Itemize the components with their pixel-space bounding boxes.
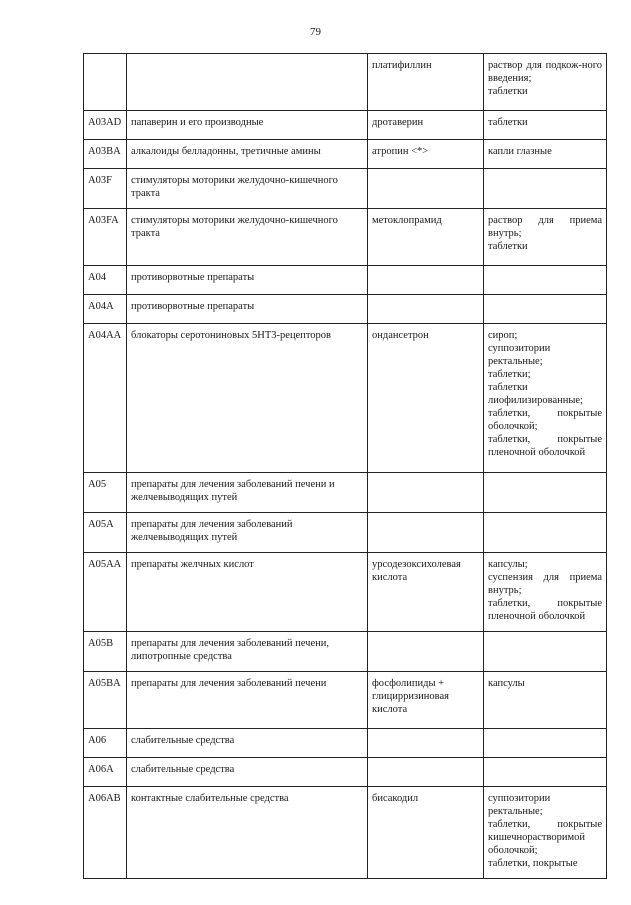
group-name-cell: препараты для лечения заболеваний печени и желчевыводящих путей (127, 473, 368, 513)
group-name-cell: препараты для лечения заболеваний печени, липотропные средства (127, 632, 368, 672)
dosage-form-cell (484, 209, 607, 266)
dosage-form-line: суппозитории ректальные; (488, 343, 551, 367)
dosage-form-cell (484, 672, 607, 729)
drug-table (83, 53, 607, 879)
atc-code-cell: A04A (84, 295, 127, 324)
group-name-cell: стимуляторы моторики желудочно-кишечного тракта (127, 169, 368, 209)
group-name-cell: слабительные средства (127, 758, 368, 787)
inn-cell: фосфолипиды + глицирризиновая кислота (368, 672, 484, 729)
dosage-form-cell (484, 324, 607, 473)
atc-code-cell: A05A (84, 513, 127, 553)
dosage-form-line: сироп; (488, 330, 518, 341)
dosage-form-cell (484, 553, 607, 632)
dosage-form-line: таблетки лиофилизированные; (488, 382, 584, 406)
group-name-cell: контактные слабительные средства (127, 787, 368, 879)
dosage-form-line: таблетки; (488, 369, 531, 380)
group-name-cell: стимуляторы моторики желудочно-кишечного тракта (127, 209, 368, 266)
inn-cell: дротаверин (368, 111, 484, 140)
inn-cell (368, 513, 484, 553)
atc-code-cell: A05B (84, 632, 127, 672)
table-row (84, 758, 607, 787)
table-row (84, 787, 607, 879)
table-row (84, 729, 607, 758)
group-name-cell: препараты для лечения заболеваний желчевыводящих путей (127, 513, 368, 553)
inn-cell: платифиллин (368, 54, 484, 111)
group-name-cell: препараты желчных кислот (127, 553, 368, 632)
dosage-form-cell (484, 787, 607, 879)
dosage-form-line: капсулы (488, 678, 525, 689)
atc-code-cell: A03F (84, 169, 127, 209)
table-row (84, 209, 607, 266)
inn-cell (368, 632, 484, 672)
atc-code-cell: A03BA (84, 140, 127, 169)
atc-code-cell: A06A (84, 758, 127, 787)
dosage-form-cell (484, 111, 607, 140)
inn-cell (368, 266, 484, 295)
table-row (84, 513, 607, 553)
dosage-form-line: раствор для подкож-ного введения; (488, 60, 602, 84)
atc-code-cell: A05 (84, 473, 127, 513)
table-row (84, 324, 607, 473)
group-name-cell: алкалоиды белладонны, третичные амины (127, 140, 368, 169)
dosage-form-cell (484, 473, 607, 513)
group-name-cell: противорвотные препараты (127, 295, 368, 324)
atc-code-cell: A06 (84, 729, 127, 758)
dosage-form-cell (484, 169, 607, 209)
dosage-form-line: раствор для приема внутрь; (488, 215, 602, 239)
dosage-form-cell (484, 513, 607, 553)
atc-code-cell: A04AA (84, 324, 127, 473)
group-name-cell: папаверин и его производные (127, 111, 368, 140)
dosage-form-line: суппозитории ректальные; (488, 793, 551, 817)
inn-cell: метоклопрамид (368, 209, 484, 266)
dosage-form-cell (484, 758, 607, 787)
dosage-form-line: таблетки (488, 86, 528, 97)
dosage-form-line: таблетки (488, 241, 528, 252)
table-row (84, 672, 607, 729)
dosage-form-cell (484, 632, 607, 672)
dosage-form-line: капли глазные (488, 146, 552, 157)
table-row (84, 266, 607, 295)
group-name-cell: препараты для лечения заболеваний печени (127, 672, 368, 729)
inn-cell (368, 295, 484, 324)
group-name-cell: блокаторы серотониновых 5НТ3-рецепторов (127, 324, 368, 473)
table-row (84, 169, 607, 209)
dosage-form-line: таблетки, покрытые кишечнорастворимой оболочкой; (488, 819, 602, 856)
page-number: 79 (310, 26, 321, 38)
dosage-form-line: таблетки, покрытые пленочной оболочкой (488, 598, 602, 622)
atc-code-cell: A04 (84, 266, 127, 295)
group-name-cell: слабительные средства (127, 729, 368, 758)
inn-cell: атропин <*> (368, 140, 484, 169)
atc-code-cell: A03AD (84, 111, 127, 140)
table-row (84, 111, 607, 140)
table-row (84, 632, 607, 672)
dosage-form-cell (484, 266, 607, 295)
dosage-form-cell (484, 295, 607, 324)
dosage-form-cell (484, 54, 607, 111)
table-row (84, 140, 607, 169)
dosage-form-line: таблетки, покрытые оболочкой; (488, 408, 602, 432)
inn-cell: бисакодил (368, 787, 484, 879)
dosage-form-line: таблетки, покрытые (488, 858, 578, 869)
dosage-form-cell (484, 140, 607, 169)
group-name-cell: противорвотные препараты (127, 266, 368, 295)
inn-cell: ондансетрон (368, 324, 484, 473)
atc-code-cell: A03FA (84, 209, 127, 266)
dosage-form-line: таблетки (488, 117, 528, 128)
table-row (84, 473, 607, 513)
dosage-form-line: капсулы; (488, 559, 528, 570)
dosage-form-cell (484, 729, 607, 758)
dosage-form-line: таблетки, покрытые пленочной оболочкой (488, 434, 602, 458)
group-name-cell (127, 54, 368, 111)
inn-cell (368, 169, 484, 209)
atc-code-cell: A05AA (84, 553, 127, 632)
inn-cell (368, 729, 484, 758)
atc-code-cell (84, 54, 127, 111)
table-body (84, 54, 607, 879)
inn-cell: урсодезоксихолевая кислота (368, 553, 484, 632)
table-row (84, 54, 607, 111)
atc-code-cell: A05BA (84, 672, 127, 729)
atc-code-cell: A06AB (84, 787, 127, 879)
inn-cell (368, 758, 484, 787)
inn-cell (368, 473, 484, 513)
table-row (84, 295, 607, 324)
table-row (84, 553, 607, 632)
dosage-form-line: суспензия для приема внутрь; (488, 572, 602, 596)
